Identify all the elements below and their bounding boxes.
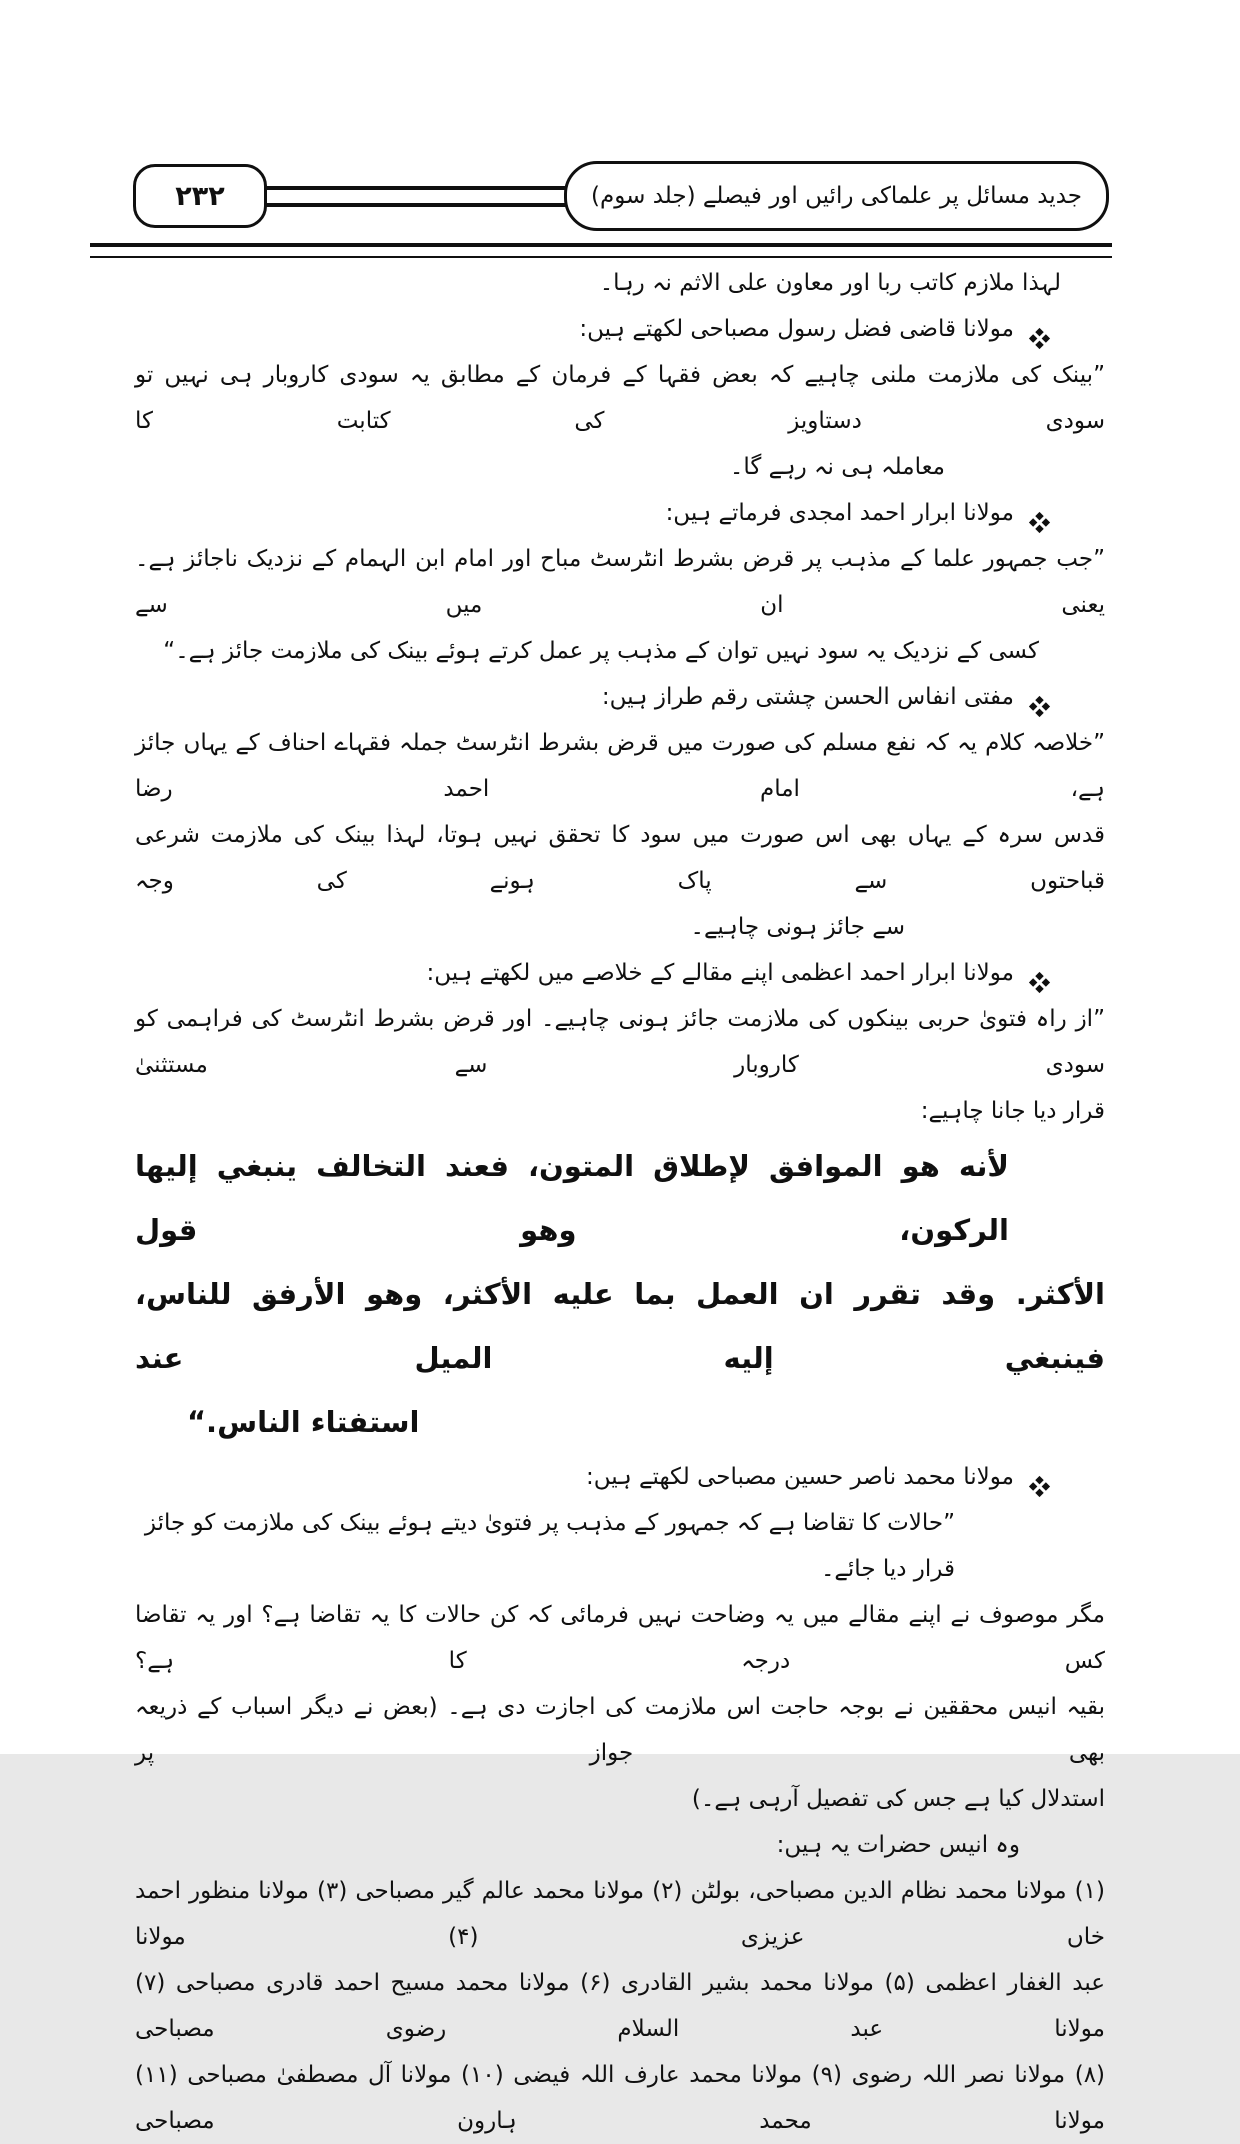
arabic-quote-line: لأنه هو الموافق لإطلاق المتون، فعند التخالف ينبغي إليها الركون، وهو قول (135, 1149, 1009, 1247)
text-line: ”بینک کی ملازمت ملنی چاہیے کہ بعض فقہا کے فرمان کے مطابق یہ سودی کاروبار ہی نہیں تو سودی دستاویز کی کتابت کا (135, 362, 1105, 434)
scholar-heading: مفتی انفاس الحسن چشتی رقم طراز ہیں: (601, 684, 1014, 710)
scholar-heading: مولانا ابرار احمد امجدی فرماتے ہیں: (665, 500, 1014, 526)
four-diamond-bullet-icon (1029, 328, 1050, 349)
text-line: معاملہ ہی نہ رہے گا۔ (729, 454, 945, 480)
header-rule (261, 186, 570, 207)
text-line: بقیہ انیس محققین نے بوجہ حاجت اس ملازمت کی اجازت دی ہے۔ (بعض نے دیگر اسباب کے ذریعہ بھی جواز پر (135, 1694, 1105, 1766)
book-title-box (564, 161, 1109, 231)
text-line: سے جائز ہونی چاہیے۔ (690, 914, 905, 940)
scholar-heading: مولانا محمد ناصر حسین مصباحی لکھتے ہیں: (586, 1464, 1014, 1490)
bullet-item (135, 1454, 1105, 1500)
bullet-item (135, 950, 1105, 996)
text-line: مگر موصوف نے اپنے مقالے میں یہ وضاحت نہیں فرمائی کہ کن حالات کا یہ تقاضا ہے؟ اور یہ تقاضا کس درجہ کا ہے؟ (135, 1602, 1105, 1674)
bullet-item (135, 306, 1105, 352)
text-line: کسی کے نزدیک یہ سود نہیں توان کے مذہب پر عمل کرتے ہوئے بینک کی ملازمت جائز ہے۔“ (163, 638, 1039, 664)
text-line: ”حالات کا تقاضا ہے کہ جمہور کے مذہب پر فتویٰ دیتے ہوئے بینک کی ملازمت کو جائز قرار دیا جائے۔ (144, 1510, 955, 1582)
bullet-item (135, 674, 1105, 720)
scholar-heading: مولانا ابرار احمد اعظمی اپنے مقالے کے خلاصے میں لکھتے ہیں: (426, 960, 1014, 986)
four-diamond-bullet-icon (1029, 972, 1050, 993)
scholar-heading: مولانا قاضی فضل رسول مصباحی لکھتے ہیں: (579, 316, 1014, 342)
text-line: ”جب جمہور علما کے مذہب پر قرض بشرط انٹرسٹ مباح اور امام ابن الہمام کے نزدیک ناجائز ہے۔ یعنی ان میں سے (135, 546, 1105, 618)
page-number: ۲۳۲ (175, 180, 225, 212)
header-divider-rule (90, 243, 1112, 258)
text-line: لہذا ملازم کاتب ربا اور معاون علی الاثم نہ رہا۔ (599, 270, 1061, 296)
text-line: (۱) مولانا محمد نظام الدین مصباحی، بولٹن (۲) مولانا محمد عالم گیر مصباحی (۳) مولانا منظور احمد خاں عزیزی (۴) مولانا (135, 1878, 1105, 1950)
text-line: ”از راہ فتویٰ حربی بینکوں کی ملازمت جائز ہونی چاہیے۔ اور قرض بشرط انٹرسٹ کی فراہمی کو سودی کاروبار سے مستثنیٰ (135, 1006, 1105, 1078)
text-line: (۸) مولانا نصر اللہ رضوی (۹) مولانا محمد عارف اللہ فیضی (۱۰) مولانا آل مصطفیٰ مصباحی (۱۱) مولانا محمد ہارون مصباحی (135, 2062, 1106, 2134)
arabic-quote-line: الأكثر. وقد تقرر ان العمل بما عليه الأكثر، وهو الأرفق للناس، فينبغي إليه الميل عند (135, 1277, 1105, 1375)
bullet-item (135, 490, 1105, 536)
text-line: وہ انیس حضرات یہ ہیں: (776, 1832, 1020, 1858)
page-header (133, 163, 1109, 229)
four-diamond-bullet-icon (1029, 1476, 1050, 1497)
text-line: استدلال کیا ہے جس کی تفصیل آرہی ہے۔) (691, 1786, 1105, 1812)
arabic-quote-line: استفتاء الناس.“ (187, 1405, 420, 1439)
page-number-box (133, 164, 267, 228)
four-diamond-bullet-icon (1029, 512, 1050, 533)
text-line: ”خلاصہ کلام یہ کہ نفع مسلم کی صورت میں قرض بشرط انٹرسٹ جملہ فقہاے احناف کے یہاں جائز ہے، امام احمد رضا (135, 730, 1105, 802)
page-body (135, 260, 1105, 2144)
text-line: عبد الغفار اعظمی (۵) مولانا محمد بشیر القادری (۶) مولانا محمد مسیح احمد قادری مصباحی (۷) مولانا عبد السلام رضوی مصباحی (135, 1970, 1105, 2042)
text-line: قرار دیا جانا چاہیے: (920, 1098, 1105, 1124)
four-diamond-bullet-icon (1029, 696, 1050, 717)
text-line: قدس سرہ کے یہاں بھی اس صورت میں سود کا تحقق نہیں ہوتا، لہذا بینک کی ملازمت شرعی قباحتوں سے پاک ہونے کی وجہ (135, 822, 1105, 894)
book-title: جدید مسائل پر علماکی رائیں اور فیصلے (جلد سوم) (591, 183, 1082, 209)
